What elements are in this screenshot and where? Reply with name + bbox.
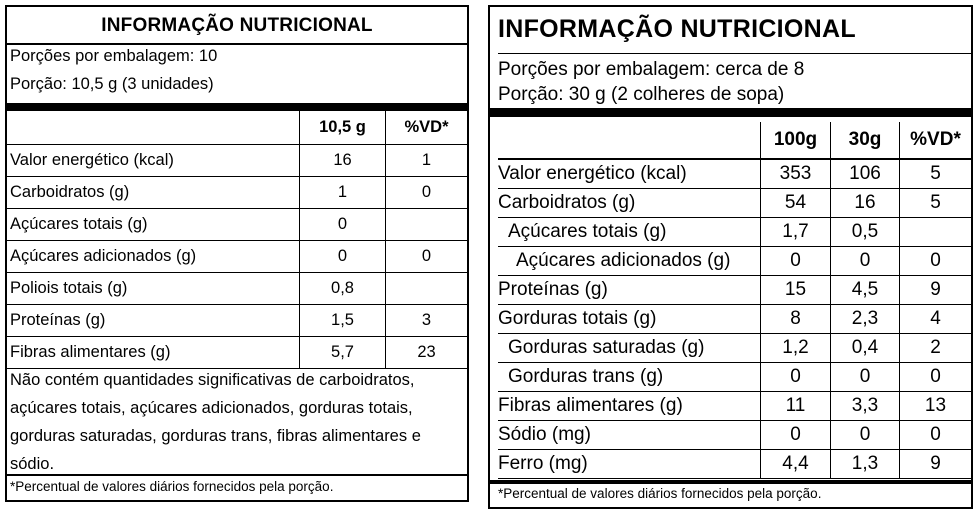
- per-100g-value: 4,4: [760, 450, 830, 478]
- header-nutrient: [7, 111, 299, 144]
- vd-value: 9: [899, 450, 971, 478]
- serving-size: Porção: 30 g (2 colheres de sopa): [498, 84, 785, 105]
- table-row: [498, 247, 971, 276]
- per-100g-value: 0: [760, 247, 830, 275]
- divider: [7, 103, 467, 111]
- vd-value: 0: [899, 421, 971, 449]
- nutrient-label: Gorduras saturadas (g): [508, 337, 705, 358]
- vd-value: [385, 209, 467, 240]
- vd-value: 0: [385, 177, 467, 208]
- table-row: [7, 241, 467, 273]
- nutrition-label-right: [488, 5, 973, 509]
- table-row: [498, 392, 971, 421]
- table-header: [498, 122, 971, 160]
- nutrient-label: Fibras alimentares (g): [10, 343, 171, 361]
- nutrient-label: Açúcares adicionados (g): [516, 250, 731, 271]
- vd-value: 1: [385, 145, 467, 176]
- nutrition-table: [498, 122, 971, 479]
- nutrient-label: Gorduras totais (g): [498, 308, 657, 329]
- per-100g-value: 15: [760, 276, 830, 304]
- table-row: [498, 160, 971, 189]
- portion-value: 0: [830, 247, 899, 275]
- vd-value: 0: [899, 363, 971, 391]
- divider: [490, 108, 971, 117]
- vd-value: 23: [385, 337, 467, 368]
- nutrient-label: Sódio (mg): [498, 424, 591, 445]
- divider: [490, 480, 971, 484]
- nutrient-label: Proteínas (g): [10, 311, 106, 329]
- per-100g-value: 1,7: [760, 218, 830, 246]
- servings-per-package: Porções por embalagem: 10: [10, 47, 218, 65]
- nutrient-label: Açúcares totais (g): [10, 215, 148, 233]
- portion-value: 0: [299, 209, 385, 240]
- footnote: *Percentual de valores diários fornecidos pela porção.: [10, 479, 334, 494]
- portion-value: 2,3: [830, 305, 899, 333]
- header-vd: %VD*: [385, 111, 467, 144]
- nutrient-label: Carboidratos (g): [498, 192, 636, 213]
- header-per-100g: 100g: [760, 122, 830, 158]
- divider: [498, 53, 971, 54]
- nutrition-table: [7, 103, 467, 369]
- per-100g-value: 11: [760, 392, 830, 420]
- header-portion: 30g: [830, 122, 899, 158]
- table-row: [7, 305, 467, 337]
- vd-value: 5: [899, 160, 971, 188]
- per-100g-value: 54: [760, 189, 830, 217]
- nutrient-label: Açúcares adicionados (g): [10, 247, 197, 265]
- table-row: [7, 209, 467, 241]
- label-title: INFORMAÇÃO NUTRICIONAL: [498, 15, 856, 43]
- table-row: [498, 334, 971, 363]
- servings-per-package: Porções por embalagem: cerca de 8: [498, 59, 805, 80]
- footnote: *Percentual de valores diários fornecidos pela porção.: [498, 486, 822, 501]
- nutrition-label-left: [5, 5, 469, 502]
- portion-value: 16: [299, 145, 385, 176]
- table-row: [498, 305, 971, 334]
- table-row: [498, 189, 971, 218]
- portion-value: 0,4: [830, 334, 899, 362]
- nutrient-label: Valor energético (kcal): [498, 163, 687, 184]
- header-nutrient: [498, 122, 760, 158]
- nutrient-label: Gorduras trans (g): [508, 366, 664, 387]
- portion-value: 0,8: [299, 273, 385, 304]
- portion-value: 3,3: [830, 392, 899, 420]
- table-row: [498, 450, 971, 479]
- table-row: [498, 218, 971, 247]
- vd-value: 3: [385, 305, 467, 336]
- label-title: INFORMAÇÃO NUTRICIONAL: [7, 7, 467, 45]
- header-portion: 10,5 g: [299, 111, 385, 144]
- portion-value: 4,5: [830, 276, 899, 304]
- vd-value: [899, 218, 971, 246]
- portion-value: 0: [299, 241, 385, 272]
- table-row: [498, 276, 971, 305]
- table-row: [7, 177, 467, 209]
- table-row: [7, 145, 467, 177]
- nutrient-label: Ferro (mg): [498, 453, 588, 474]
- vd-value: 13: [899, 392, 971, 420]
- portion-value: 5,7: [299, 337, 385, 368]
- per-100g-value: 1,2: [760, 334, 830, 362]
- nutrient-label: Carboidratos (g): [10, 183, 130, 201]
- table-row: [7, 273, 467, 305]
- nutrient-label: Açúcares totais (g): [508, 221, 667, 242]
- divider: [7, 474, 467, 476]
- per-100g-value: 8: [760, 305, 830, 333]
- portion-value: 0: [830, 363, 899, 391]
- note-text: Não contém quantidades significativas de carboidratos, açúcares totais, açúcares adicionados, gorduras totais, gorduras saturadas, gorduras trans, fibras alimentares e sódio.: [10, 371, 421, 473]
- vd-value: 0: [385, 241, 467, 272]
- portion-value: 1,5: [299, 305, 385, 336]
- nutrient-label: Fibras alimentares (g): [498, 395, 683, 416]
- vd-value: 0: [899, 247, 971, 275]
- vd-value: 9: [899, 276, 971, 304]
- table-row: [498, 363, 971, 392]
- vd-value: 4: [899, 305, 971, 333]
- portion-value: 16: [830, 189, 899, 217]
- vd-value: 5: [899, 189, 971, 217]
- per-100g-value: 353: [760, 160, 830, 188]
- portion-value: 0,5: [830, 218, 899, 246]
- nutrient-label: Proteínas (g): [498, 279, 608, 300]
- nutrient-label: Valor energético (kcal): [10, 151, 174, 169]
- portion-value: 0: [830, 421, 899, 449]
- table-row: [498, 421, 971, 450]
- vd-value: [385, 273, 467, 304]
- portion-value: 106: [830, 160, 899, 188]
- serving-size: Porção: 10,5 g (3 unidades): [10, 75, 214, 93]
- table-header: [7, 111, 467, 145]
- nutrient-label: Poliois totais (g): [10, 279, 128, 297]
- per-100g-value: 0: [760, 421, 830, 449]
- portion-value: 1,3: [830, 450, 899, 478]
- portion-value: 1: [299, 177, 385, 208]
- vd-value: 2: [899, 334, 971, 362]
- table-row: [7, 337, 467, 369]
- header-vd: %VD*: [899, 122, 971, 158]
- per-100g-value: 0: [760, 363, 830, 391]
